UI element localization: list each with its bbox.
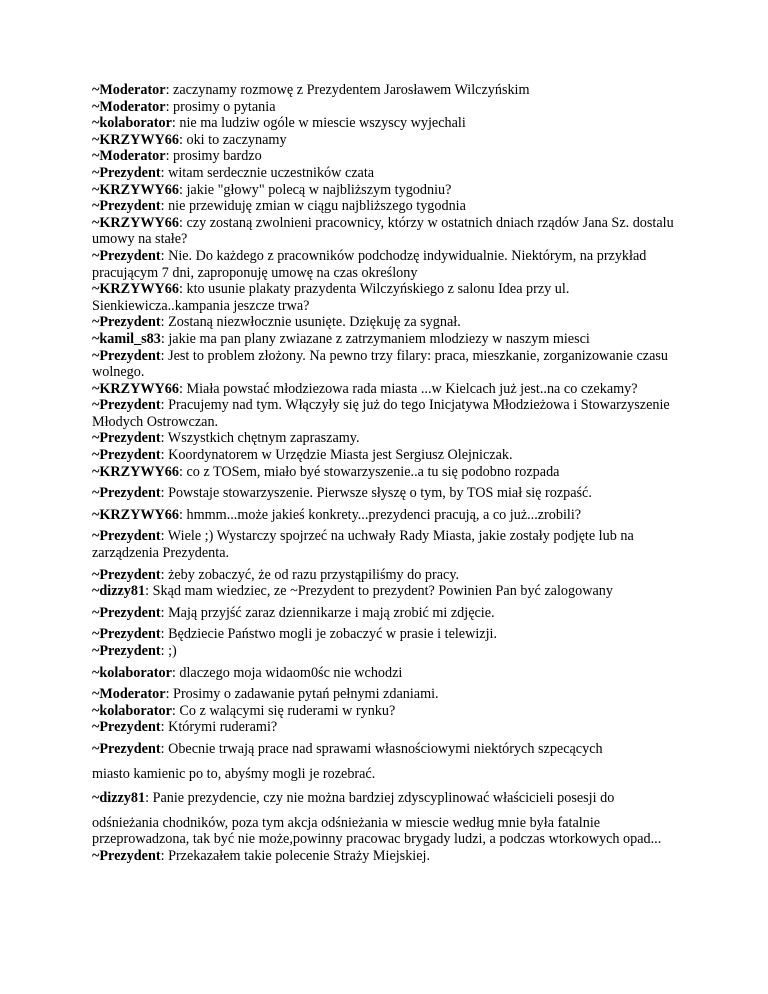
chat-line <box>92 626 692 643</box>
message-text: : Obecnie trwają prace nad sprawami własnościowymi niektórych szpecących <box>160 740 603 757</box>
chat-line <box>92 198 692 215</box>
chat-line <box>92 447 692 464</box>
speaker-name: ~Prezydent <box>92 447 161 464</box>
speaker-name: ~Moderator <box>92 148 166 165</box>
message-text: : prosimy bardzo <box>165 148 262 165</box>
message-text: miasto kamienic po to, abyśmy mogli je rozebrać. <box>92 765 376 782</box>
message-text: : Będziecie Państwo mogli je zobaczyć w prasie i telewizji. <box>160 626 498 643</box>
speaker-name: ~kolaborator <box>92 702 172 719</box>
speaker-name: ~dizzy81 <box>92 583 146 600</box>
message-text: : Jest to problem złożony. Na pewno trzy filary: praca, mieszkanie, zorganizowanie czasu wolnego. <box>92 347 668 381</box>
chat-line <box>92 281 692 314</box>
speaker-name: ~kolaborator <box>92 115 172 132</box>
speaker-name: ~Prezydent <box>92 314 161 331</box>
message-text: : Przekazałem takie polecenie Straży Miejskiej. <box>160 847 431 864</box>
message-text: : Pracujemy nad tym. Włączyły się już do tego Inicjatywa Młodzieżowa i Stowarzyszenie Młodych Ostrowczan. <box>92 397 670 430</box>
chat-line <box>92 719 692 736</box>
speaker-name: ~Prezydent <box>92 247 161 264</box>
chat-line <box>92 848 692 865</box>
chat-line <box>92 567 692 584</box>
message-text: : co z TOSem, miało byé stowarzyszenie..a tu się podobno rozpada <box>179 463 560 480</box>
speaker-name: ~Prezydent <box>92 528 161 545</box>
speaker-name: ~Prezydent <box>92 740 161 757</box>
chat-line <box>92 99 692 116</box>
chat-line <box>92 686 692 703</box>
message-text: : dlaczego moja widaom0śc nie wchodzi <box>171 664 403 681</box>
speaker-name: ~kamil_s83 <box>92 330 161 347</box>
speaker-name: ~Prezydent <box>92 397 161 414</box>
speaker-name: ~KRZYWY66 <box>92 281 179 298</box>
message-text: : Co z walącymi się ruderami w rynku? <box>171 702 396 719</box>
message-text: : żeby zobaczyć, że od razu przystąpiliśmy do pracy. <box>160 566 460 583</box>
message-text: : nie ma ludziw ogóle w miescie wszyscy wyjechali <box>171 115 466 132</box>
message-text: : ;) <box>160 643 177 659</box>
chat-line <box>92 528 692 561</box>
chat-transcript <box>92 82 692 865</box>
message-text: : Powstaje stowarzyszenie. Pierwsze słyszę o tym, by TOS miał się rozpaść. <box>160 485 592 502</box>
chat-line <box>92 583 692 600</box>
message-text: : Wszystkich chętnym zapraszamy. <box>160 430 360 447</box>
speaker-name: ~Prezydent <box>92 430 161 447</box>
message-text: : Którymi ruderami? <box>160 719 278 736</box>
speaker-name: ~Prezydent <box>92 485 161 502</box>
message-text: : Prosimy o zadawanie pytań pełnymi zdaniami. <box>165 686 439 703</box>
chat-line <box>92 766 692 783</box>
chat-line <box>92 115 692 132</box>
chat-line <box>92 348 692 381</box>
chat-line <box>92 485 692 502</box>
message-text: : oki to zaczynamy <box>179 131 287 148</box>
speaker-name: ~KRZYWY66 <box>92 214 179 231</box>
speaker-name: ~dizzy81 <box>92 790 146 807</box>
speaker-name: ~Prezydent <box>92 604 161 621</box>
speaker-name: ~KRZYWY66 <box>92 380 179 397</box>
speaker-name: ~KRZYWY66 <box>92 463 179 480</box>
chat-line <box>92 182 692 199</box>
chat-line <box>92 248 692 281</box>
message-text: : prosimy o pytania <box>165 98 276 115</box>
message-text: : Wiele ;) Wystarczy spojrzeć na uchwały Rady Miasta, jakie zostały podjęte lub na zarządzenia Prezydenta. <box>92 528 634 562</box>
chat-line <box>92 464 692 481</box>
message-text: : zaczynamy rozmowę z Prezydentem Jarosławem Wilczyńskim <box>165 82 530 98</box>
speaker-name: ~Prezydent <box>92 347 161 364</box>
speaker-name: ~KRZYWY66 <box>92 181 179 198</box>
chat-line <box>92 331 692 348</box>
speaker-name: ~Moderator <box>92 98 166 115</box>
chat-line <box>92 314 692 331</box>
speaker-name: ~Prezydent <box>92 847 161 864</box>
chat-line <box>92 215 692 248</box>
speaker-name: ~Prezydent <box>92 643 161 659</box>
message-text: : hmmm...może jakieś konkrety...prezydenci pracują, a co już...zrobili? <box>179 506 582 523</box>
message-text: : Miała powstać młodziezowa rada miasta ...w Kielcach już jest..na co czekamy? <box>179 380 638 397</box>
message-text: : Skąd mam wiedziec, ze ~Prezydent to prezydent? Powinien Pan być zalogowany <box>145 583 613 600</box>
message-text: : jakie ma pan plany zwiazane z zatrzymaniem mlodziezy w naszym miesci <box>160 330 590 347</box>
speaker-name: ~Prezydent <box>92 566 161 583</box>
chat-line <box>92 381 692 398</box>
message-text: : witam serdecznie uczestników czata <box>160 164 375 181</box>
chat-line <box>92 132 692 149</box>
chat-line <box>92 507 692 524</box>
speaker-name: ~Prezydent <box>92 164 161 181</box>
chat-line <box>92 165 692 182</box>
speaker-name: ~Moderator <box>92 82 166 98</box>
speaker-name: ~Moderator <box>92 686 166 703</box>
message-text: odśnieżania chodników, poza tym akcja odśnieżania w miescie według mnie była fatalnie przeprowadzona, tak być nie może,powinny pracowac brygady ludzi, a podczas wtorkowych opad... <box>92 814 662 848</box>
chat-line <box>92 665 692 682</box>
message-text: : Koordynatorem w Urzędzie Miasta jest Sergiusz Olejniczak. <box>160 447 513 464</box>
message-text: : jakie "głowy" polecą w najbliższym tygodniu? <box>179 181 452 198</box>
message-text: : Panie prezydencie, czy nie można bardziej zdyscyplinować właścicieli posesji do <box>145 790 615 807</box>
chat-line <box>92 397 692 430</box>
speaker-name: ~KRZYWY66 <box>92 131 179 148</box>
message-text: : Nie. Do każdego z pracowników podchodzę indywidualnie. Niektórym, na przykład pracującym 7 dni, zaproponuję umowę na czas określony <box>92 247 647 281</box>
chat-line <box>92 703 692 720</box>
chat-line <box>92 643 692 660</box>
speaker-name: ~Prezydent <box>92 626 161 643</box>
speaker-name: ~Prezydent <box>92 198 161 215</box>
chat-line <box>92 741 692 758</box>
speaker-name: ~KRZYWY66 <box>92 506 179 523</box>
chat-line <box>92 82 692 99</box>
chat-line <box>92 605 692 622</box>
message-text: : nie przewiduję zmian w ciągu najbliższego tygodnia <box>160 198 466 215</box>
message-text: : kto usunie plakaty prazydenta Wilczyńskiego z salonu Idea przy ul. Sienkiewicza..kampania jeszcze trwa? <box>92 281 570 314</box>
message-text: : Zostaną niezwłocznie usunięte. Dziękuję za sygnał. <box>160 314 461 331</box>
chat-line <box>92 790 692 807</box>
chat-line <box>92 430 692 447</box>
message-text: : Mają przyjść zaraz dziennikarze i mają zrobić mi zdjęcie. <box>160 604 495 621</box>
speaker-name: ~kolaborator <box>92 664 172 681</box>
speaker-name: ~Prezydent <box>92 719 161 736</box>
chat-line <box>92 815 692 848</box>
chat-line <box>92 148 692 165</box>
message-text: : czy zostaną zwolnieni pracownicy, którzy w ostatnich dniach rządów Jana Sz. dostalu umowy na stałe? <box>92 214 674 248</box>
